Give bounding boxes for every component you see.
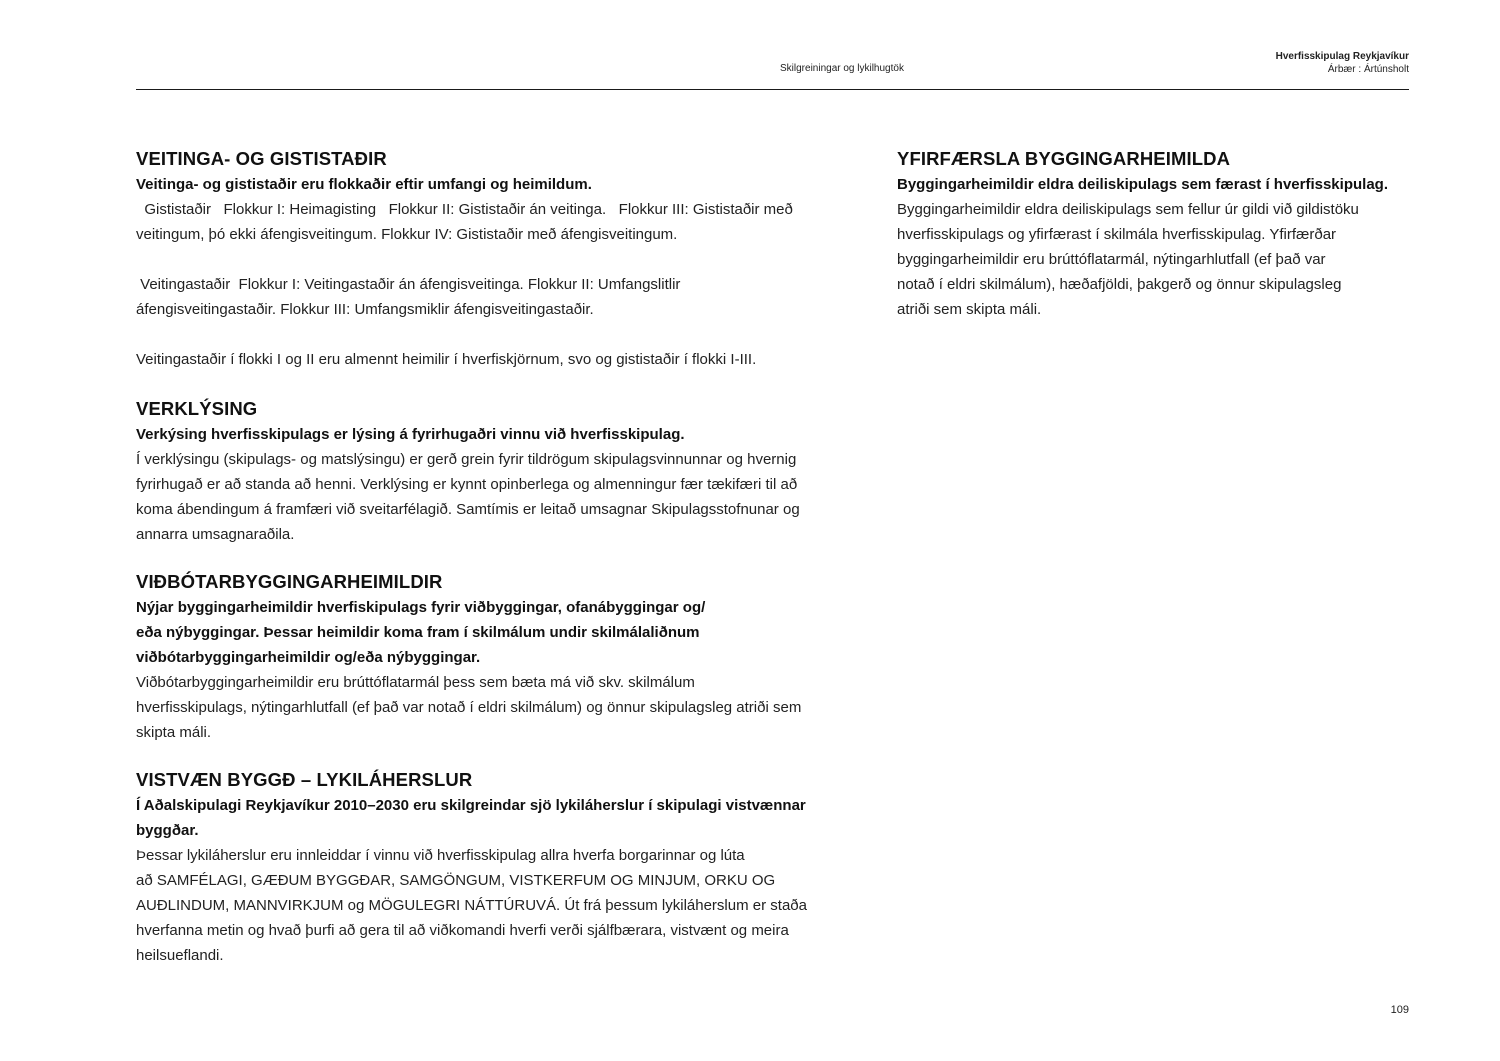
body-line: hverfisskipulags og yfirfærast í skilmála hverfisskipulag. Yfirfærðar — [897, 226, 1337, 243]
section-heading: VERKLÝSING — [136, 398, 258, 419]
section-lead: Veitinga- og gististaðir eru flokkaðir eftir umfangi og heimildum. — [136, 176, 592, 193]
section-heading: VEITINGA- OG GISTISTAÐIR — [136, 148, 387, 169]
body-line: Í verklýsingu (skipulags- og matslýsingu) er gerð grein fyrir tildrögum skipulagsvinnunnar og hvernig — [136, 451, 797, 468]
page-number: 109 — [1390, 1004, 1409, 1016]
body-line: koma ábendingum á framfæri við sveitarfélagið. Samtímis er leitað umsagnar Skipulagsstofnunar og — [136, 501, 800, 518]
body-line: hverfisskipulags, nýtingarhlutfall (ef það var notað í eldri skilmálum) og önnur skipulagsleg atriði sem — [136, 699, 802, 716]
section-lead: byggðar. — [136, 822, 199, 839]
body-line: skipta máli. — [136, 724, 212, 741]
section-vidbotar — [136, 569, 866, 745]
section-lead: Í Aðalskipulagi Reykjavíkur 2010–2030 eru skilgreindar sjö lykiláherslur í skipulagi vistvænnar — [136, 797, 806, 814]
body-line: fyrirhugað er að standa að henni. Verklýsing er kynnt opinberlega og almenningur fær tækifæri til að — [136, 476, 798, 493]
section-heading: YFIRFÆRSLA BYGGINGARHEIMILDA — [897, 148, 1231, 169]
section-heading: VISTVÆN BYGGÐ – LYKILÁHERSLUR — [136, 769, 473, 790]
body-line: heilsueflandi. — [136, 947, 224, 964]
section-veitinga — [136, 146, 866, 372]
section-lead: Verkýsing hverfisskipulags er lýsing á fyrirhugaðri vinnu við hverfisskipulag. — [136, 426, 685, 443]
section-vistvaen — [136, 767, 866, 968]
section-lead: viðbótarbyggingarheimildir og/eða nýbyggingar. — [136, 649, 481, 666]
body-line: áfengisveitingastaðir. Flokkur III: Umfangsmiklir áfengisveitingastaðir. — [136, 301, 594, 318]
left-column — [136, 146, 866, 990]
body-line: Viðbótarbyggingarheimildir eru brúttóflatarmál þess sem bæta má við skv. skilmálum — [136, 674, 695, 691]
body-line: hverfanna metin og hvað þurfi að gera til að viðkomandi hverfi verði sjálfbærara, vistvænt og meira — [136, 922, 789, 939]
body-line: AUÐLINDUM, MANNVIRKJUM og MÖGULEGRI NÁTTÚRUVÁ. Út frá þessum lykiláherslum er staða — [136, 897, 807, 914]
section-heading: VIÐBÓTARBYGGINGARHEIMILDIR — [136, 571, 443, 592]
document-header — [1276, 50, 1409, 76]
section-lead: Nýjar byggingarheimildir hverfiskipulags fyrir viðbyggingar, ofanábyggingar og/ — [136, 599, 706, 616]
section-lead: eða nýbyggingar. Þessar heimildir koma fram í skilmálum undir skilmálaliðnum — [136, 624, 700, 641]
header-divider — [136, 89, 1409, 90]
right-column — [897, 146, 1412, 344]
section-verklysing — [136, 396, 866, 547]
section-lead: Byggingarheimildir eldra deiliskipulags sem færast í hverfisskipulag. — [897, 176, 1388, 193]
body-line: atriði sem skipta máli. — [897, 301, 1042, 318]
document-subtitle: Árbær : Ártúnsholt — [1327, 64, 1409, 75]
body-line: byggingarheimildir eru brúttóflatarmál, nýtingarhlutfall (ef það var — [897, 251, 1326, 268]
body-line: Veitingastaðir Flokkur I: Veitingastaðir án áfengisveitinga. Flokkur II: Umfangslitlir — [136, 276, 681, 293]
section-label: Skilgreiningar og lykilhugtök — [780, 63, 904, 74]
body-line: Veitingastaðir í flokki I og II eru almennt heimilir í hverfiskjörnum, svo og gististaðir í flokki I-III. — [136, 351, 757, 368]
document-title: Hverfisskipulag Reykjavíkur — [1275, 51, 1409, 62]
section-yfirfaersla — [897, 146, 1412, 322]
body-line: notað í eldri skilmálum), hæðafjöldi, þakgerð og önnur skipulagsleg — [897, 276, 1342, 293]
body-line: að SAMFÉLAGI, GÆÐUM BYGGÐAR, SAMGÖNGUM, VISTKERFUM OG MINJUM, ORKU OG — [136, 872, 776, 889]
body-line: annarra umsagnaraðila. — [136, 526, 295, 543]
body-line: Byggingarheimildir eldra deiliskipulags sem fellur úr gildi við gildistöku — [897, 201, 1359, 218]
body-line: Gististaðir Flokkur I: Heimagisting Flokkur II: Gististaðir án veitinga. Flokkur III: Gististaðir með — [136, 201, 793, 218]
body-line: veitingum, þó ekki áfengisveitingum. Flokkur IV: Gististaðir með áfengisveitingum. — [136, 226, 678, 243]
body-line: Þessar lykiláherslur eru innleiddar í vinnu við hverfisskipulag allra hverfa borgarinnar og lúta — [136, 847, 745, 864]
